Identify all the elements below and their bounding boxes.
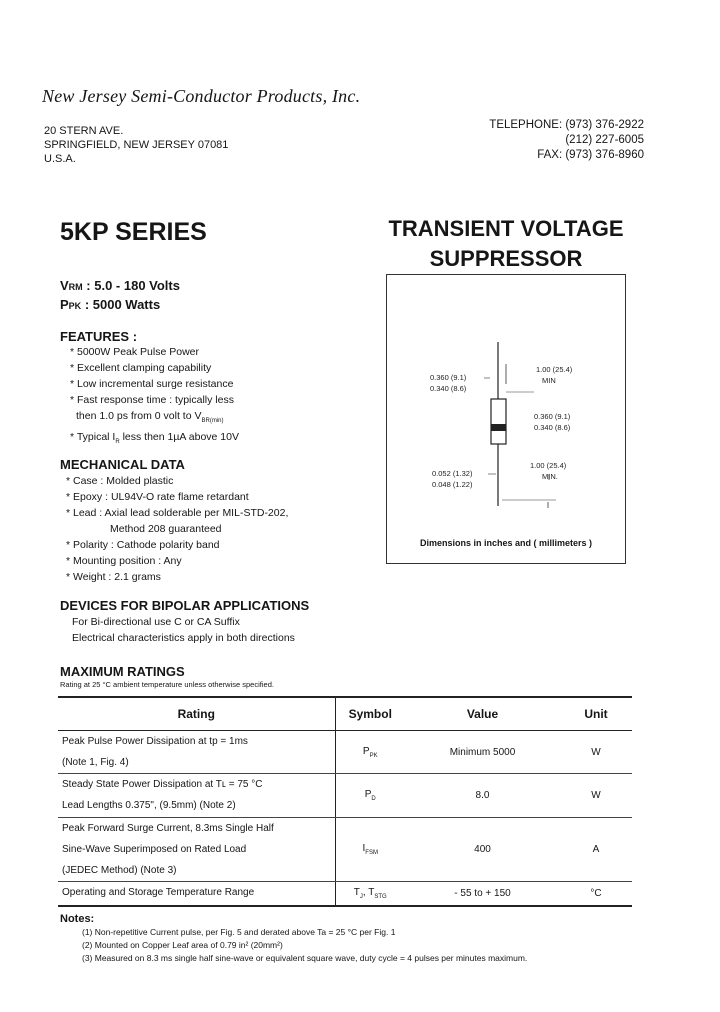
bipolar-list [72,614,295,646]
mechanical-item: * Case : Molded plastic [66,475,174,487]
notes-heading: Notes: [60,913,95,925]
ratings-heading: MAXIMUM RATINGS [60,664,185,679]
max-ratings-table [58,696,632,907]
column-header-rating: Rating [58,697,335,731]
rating-text: (Note 1, Fig. 4) [62,757,129,768]
vrm-spec [60,277,180,296]
series-title: 5KP SERIES [60,218,207,246]
address-line: U.S.A. [44,153,76,165]
company-address [44,124,228,166]
fax: FAX: (973) 376-8960 [537,149,644,161]
ppk-label: P [60,297,69,312]
telephone: TELEPHONE: (973) 376-2922 [489,119,644,131]
body-length-min: 0.340 (8.6) [534,423,571,432]
note-item: (3) Measured on 8.3 ms single half sine-wave or equivalent square wave, duty cycle = 4 pulses per minutes maximum. [82,953,528,963]
unit-cell: W [560,731,632,774]
rating-cell [58,774,335,818]
feature-item [70,429,239,450]
contact-info [489,118,644,163]
feature-sub: BR(min) [201,418,224,425]
lead-length-bottom-label: 1.00 (25.4) [530,461,567,470]
product-title-line: TRANSIENT VOLTAGE [388,216,624,241]
rating-text: Sine-Wave Superimposed on Rated Load [62,844,247,855]
table-row [58,882,632,906]
rating-text: Steady State Power Dissipation at Tʟ = 75 °C [62,779,263,790]
bipolar-item: For Bi-directional use C or CA Suffix [72,616,240,628]
feature-sub: R [115,439,120,446]
notes-list [82,926,527,965]
column-header-symbol: Symbol [335,697,405,731]
rating-text: Lead Lengths 0.375", (9.5mm) (Note 2) [62,800,236,811]
feature-item: * Fast response time : typically less [70,394,234,406]
diagram-caption: Dimensions in inches and ( millimeters ) [419,538,593,548]
symbol-sub: PK [369,752,378,759]
note-item: (1) Non-repetitive Current pulse, per Fig. 5 and derated above Ta = 25 °C per Fig. 1 [82,927,396,937]
rating-text: (JEDEC Method) (Note 3) [62,865,177,876]
mechanical-item: * Mounting position : Any [66,555,182,567]
value-cell: 400 [405,818,560,882]
value-cell: 8.0 [405,774,560,818]
feature-item: * Low incremental surge resistance [70,378,234,390]
feature-item [70,408,239,429]
company-name: New Jersey Semi-Conductor Products, Inc. [42,86,361,106]
symbol: P [364,789,372,800]
note-item: (2) Mounted on Copper Leaf area of 0.79 in² (20mm²) [82,940,283,950]
feature-item: * Excellent clamping capability [70,362,212,374]
feature-text: less then 1µA above 10V [119,431,239,444]
product-title-line: SUPPRESSOR [429,246,583,271]
ratings-condition-note: Rating at 25 °C ambient temperature unless otherwise specified. [60,680,274,689]
symbol-sub: STG [374,893,387,900]
ppk-value: : 5000 Watts [84,297,161,312]
ppk-sub: PK [68,301,82,311]
features-list [70,344,239,450]
mechanical-item: Method 208 guaranteed [110,523,222,535]
symbol-cell [335,882,405,906]
rating-cell [58,818,335,882]
unit-cell: W [560,774,632,818]
features-heading: FEATURES : [60,329,138,344]
rating-text: Operating and Storage Temperature Range [62,887,255,898]
cathode-band [491,424,506,431]
table-row [58,774,632,818]
lead-length-bottom-min: MIN. [542,472,558,481]
body-diameter-min: 0.340 (8.6) [430,384,467,393]
symbol-cell [335,774,405,818]
symbol-sub: FSM [365,850,378,856]
bipolar-item: Electrical characteristics apply in both directions [72,632,295,644]
body-diameter-max: 0.360 (9.1) [430,373,467,382]
unit-cell: A [560,818,632,882]
symbol: T [353,886,360,898]
symbol: , T [362,886,375,898]
symbol-cell [335,731,405,774]
symbol-sub: D [371,796,376,802]
mechanical-item: * Epoxy : UL94V-O rate flame retardant [66,491,249,503]
mechanical-heading: MECHANICAL DATA [60,457,185,472]
mechanical-item: * Polarity : Cathode polarity band [66,539,220,551]
table-row [58,731,632,774]
lead-length-top-label: 1.00 (25.4) [536,365,573,374]
rating-text: Peak Forward Surge Current, 8.3ms Single Half [62,823,274,834]
table-header-row [58,697,632,731]
symbol: I [362,843,366,854]
feature-item: * 5000W Peak Pulse Power [70,346,199,358]
rating-text: Peak Pulse Power Dissipation at tp = 1ms [62,736,248,747]
body-length-max: 0.360 (9.1) [534,412,571,421]
feature-text: * Typical I [70,431,116,444]
symbol-cell [335,818,405,882]
mechanical-item: * Lead : Axial lead solderable per MIL-STD-202, [66,507,289,519]
vrm-sub: RM [68,282,83,292]
table-row [58,818,632,882]
feature-text: then 1.0 ps from 0 volt to V [76,410,202,422]
symbol-sub: J [359,893,363,900]
value-cell: - 55 to + 150 [454,887,511,899]
bipolar-heading: DEVICES FOR BIPOLAR APPLICATIONS [60,598,310,613]
product-title [386,214,626,274]
ppk-spec [60,296,180,315]
address-line: SPRINGFIELD, NEW JERSEY 07081 [44,139,229,151]
rating-cell [58,882,335,906]
value-cell: Minimum 5000 [405,731,560,774]
address-line: 20 STERN AVE. [44,125,124,137]
lead-length-top-min: MIN [542,376,556,385]
lead-diameter-max: 0.052 (1.32) [432,469,473,478]
mechanical-item: * Weight : 2.1 grams [66,571,161,583]
package-outline-drawing [386,274,626,564]
rating-cell [58,731,335,774]
mechanical-list [66,473,288,585]
column-header-value: Value [405,697,560,731]
key-specs [60,277,180,315]
unit-cell: °C [590,887,602,899]
symbol: P [362,745,370,757]
vrm-label: V [60,278,69,293]
telephone-2: (212) 227-6005 [565,134,644,146]
column-header-unit: Unit [560,697,632,731]
vrm-value: : 5.0 - 180 Volts [86,278,180,293]
diode-body [491,399,506,444]
lead-diameter-min: 0.048 (1.22) [432,480,473,489]
